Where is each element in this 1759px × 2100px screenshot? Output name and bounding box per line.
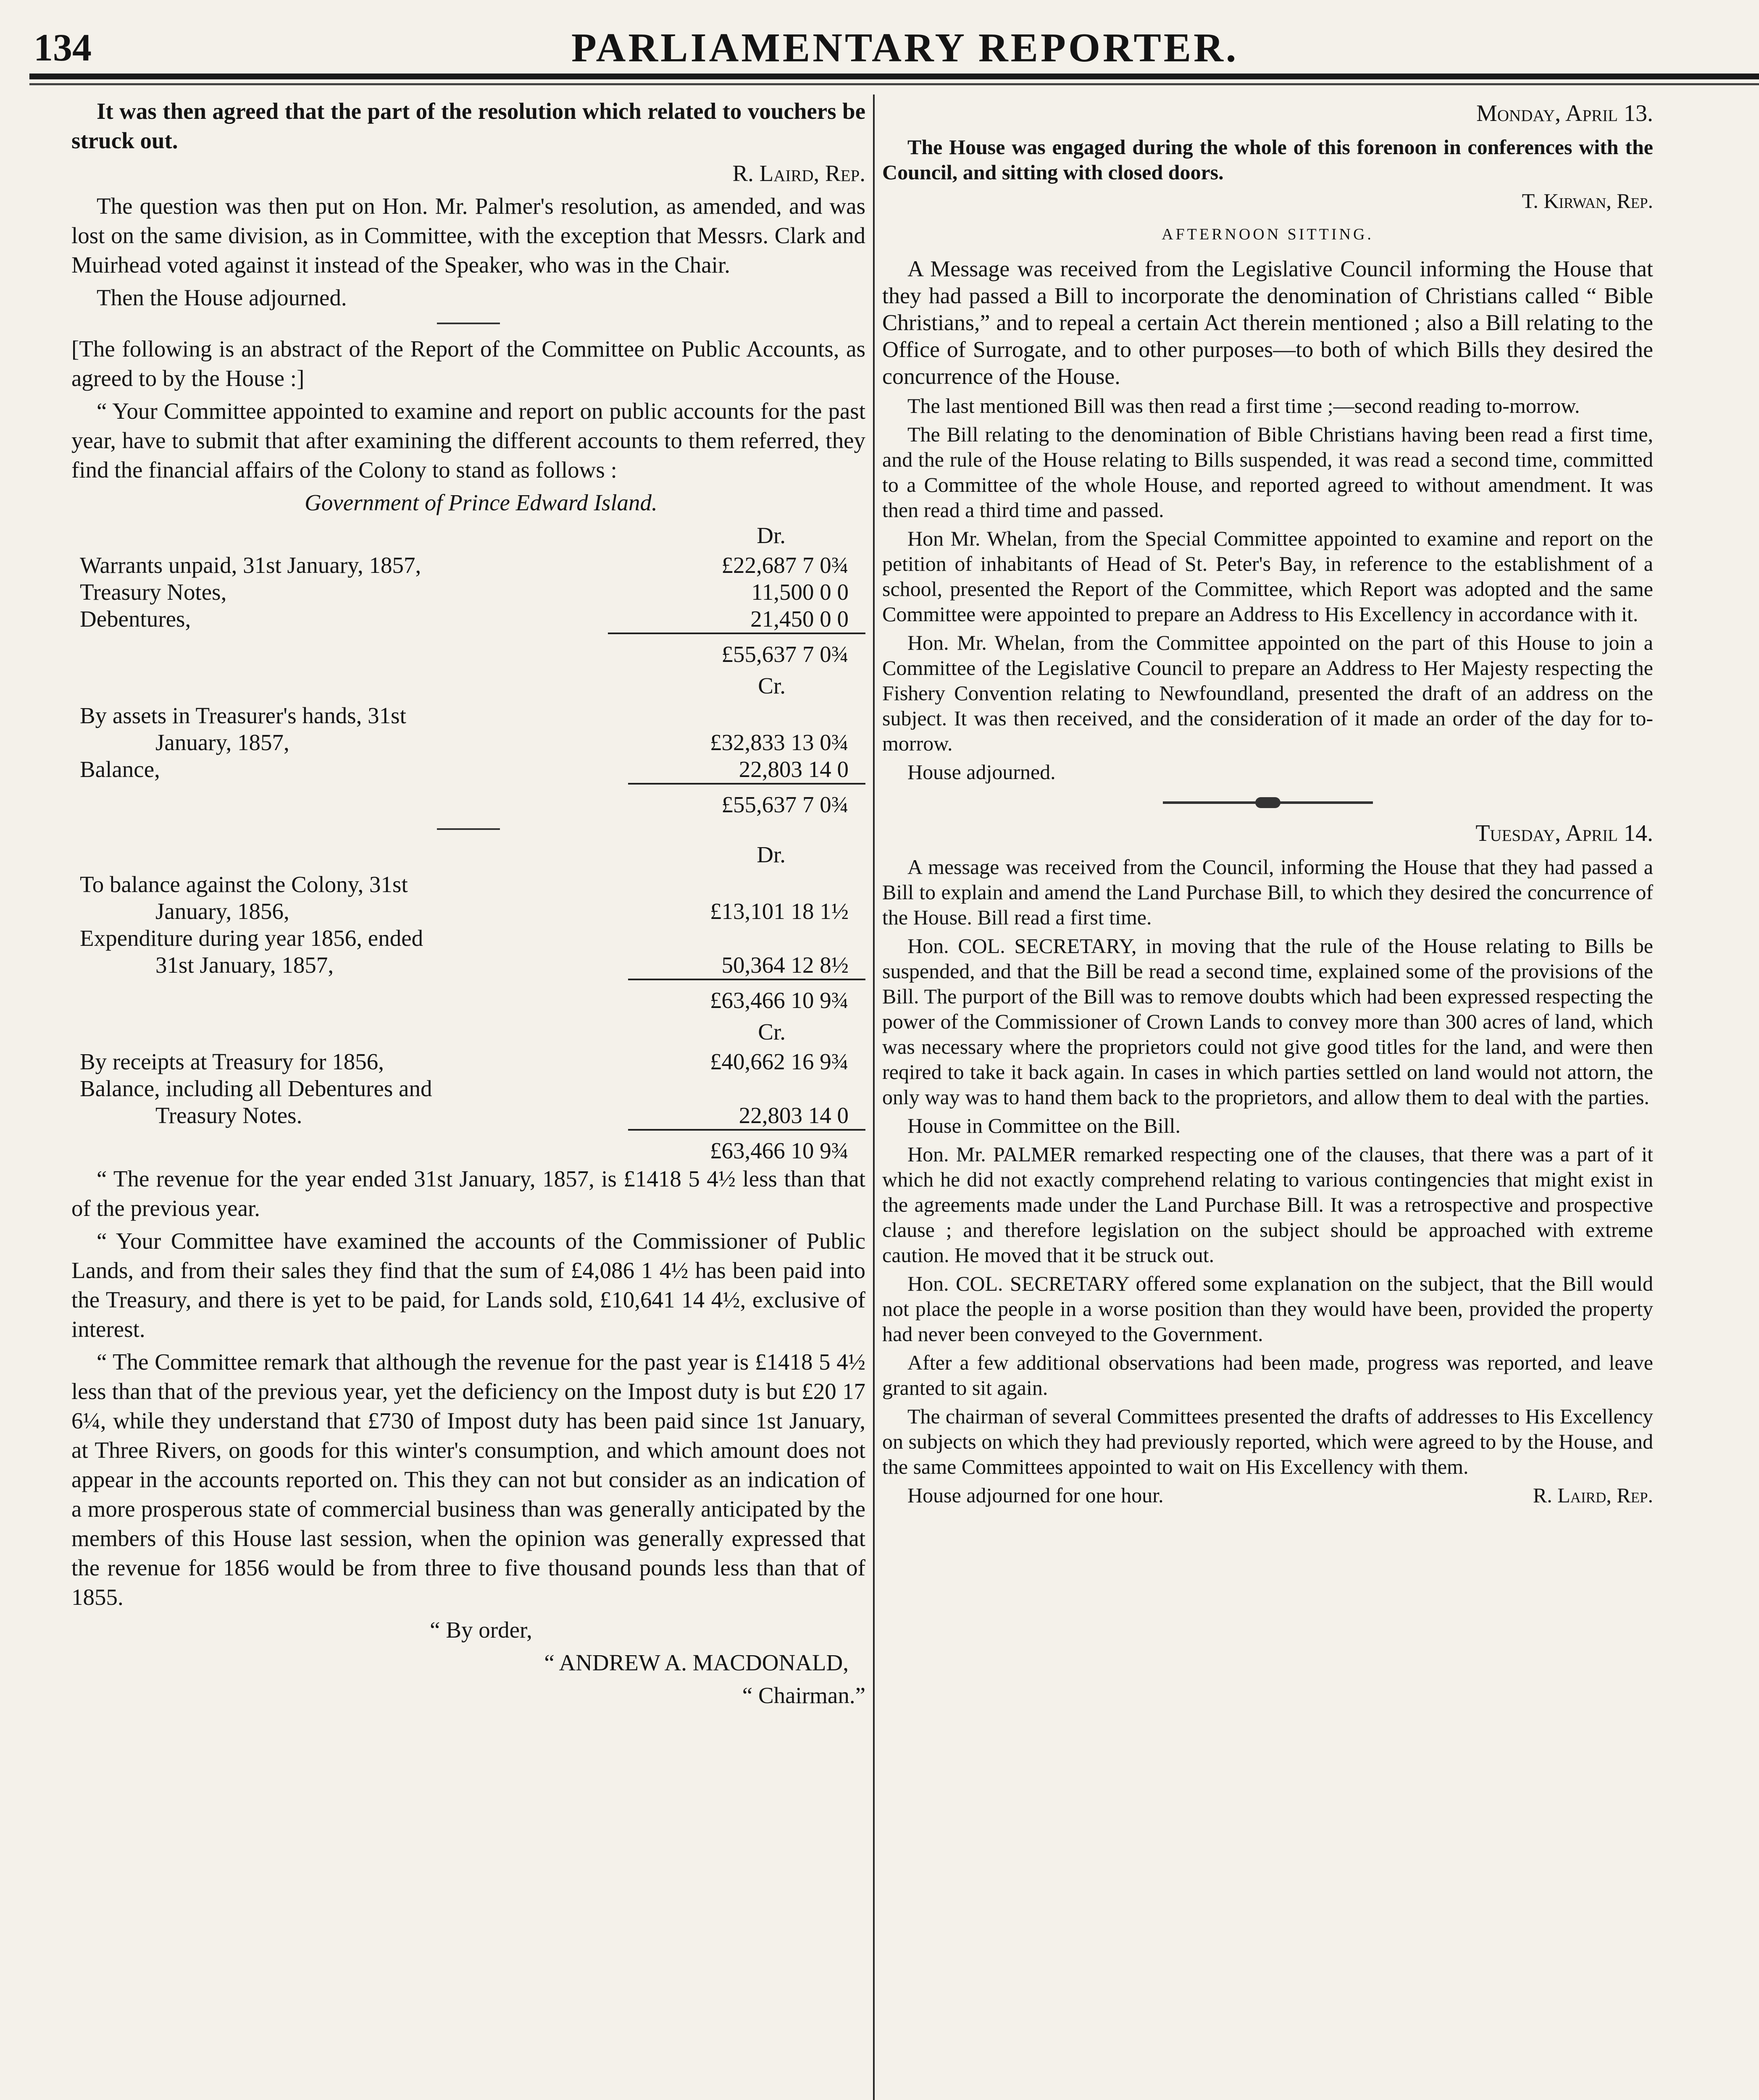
paragraph: “ The Committee remark that although the revenue for the past year is £1418 5 4½ less than that of the previous year, yet the deficiency on the Impost duty is but £20 17 6¼, while they understand that £730 of Impost duty has been paid since 1st January, at Three Rivers, on goods for this winter's consumption, and which amount does not appear in the accounts reported on. This they can not but consider as an indication of a more prosperous state of commercial business than was generally anticipated by the members of this House last session, when the opinion was generally expressed that the revenue for 1856 would be from three to five thousand pounds less than that of 1855. [71,1349,865,1610]
accounts-table [71,1048,865,1164]
closing-line [882,1483,1653,1508]
total-row [71,979,865,1014]
by-order: “ By order, [430,1617,532,1643]
row-description: Balance, including all Debentures and [80,1076,432,1101]
table-row [71,552,865,579]
table-row [71,898,865,925]
row-description: Debentures, [80,606,191,632]
row-amount: £22,687 7 0¾ [721,552,849,578]
table-row [71,871,865,898]
total-amount: £55,637 7 0¾ [628,784,866,818]
date-heading: Monday, April 13. [1476,100,1653,126]
table-row [71,925,865,952]
sitting-heading: AFTERNOON SITTING. [1162,226,1374,243]
accounts-table [71,552,865,668]
paragraph: House adjourned. [907,760,1056,784]
paragraph: The question was then put on Hon. Mr. Palmer's resolution, as amended, and was lost on the same division, as in Committee, with the exception that Messrs. Clark and Muirhead voted against it instead of the Speaker, who was in the Chair. [71,193,865,278]
paragraph: A Message was received from the Legislative Council informing the House that they had passed a Bill to incorporate the denomination of Christians called “ Bible Christians,” and to repeal a certain Act therein mentioned ; also a Bill relating to the Office of Surrogate, and to other purposes—to both of which Bills they desired the concurrence of the House. [882,256,1653,389]
total-amount: £55,637 7 0¾ [608,633,865,668]
row-amount: 22,803 14 0 [739,756,849,782]
row-amount: £13,101 18 1½ [710,898,849,924]
table-row [71,606,865,633]
paragraph: The chairman of several Committees presented the drafts of addresses to His Excellency on subjects on which they had previously reported, which were agreed to by the House, and the same Committees appointed to wait on His Excellency with them. [882,1404,1653,1478]
paragraph: Hon. COL. SECRETARY, in moving that the rule of the House relating to Bills be suspended, and that the Bill be read a second time, explained some of the provisions of the Bill. The purport of the Bill was to remove doubts which had been expressed respecting the power of the Commissioner of Crown Lands to convey more than 300 acres of land, which was necessary where the proprietors could not give good titles for the land, and were then reqired to take it back again. In cases in which parties settled on land would not attorn, the only way was to hand them back to the proprietors, and allow them to deal with the parties. [882,934,1653,1109]
accounts-table [71,702,865,818]
table-row [71,756,865,784]
paragraph: “ The revenue for the year ended 31st January, 1857, is £1418 5 4½ less than that of the previous year. [71,1166,865,1221]
row-amount [628,702,866,729]
paragraph: Hon. Mr. Whelan, from the Committee appointed on the part of this House to join a Committee of the Legislative Council to prepare an Address to Her Majesty respecting the Fishery Convention relating to Newfoundland, presented the draft of an address on the subject. It was then received, and the consideration of it made an order of the day for to-morrow. [882,631,1653,755]
row-amount: 50,364 12 8½ [721,952,849,978]
row-description: Treasury Notes. [155,1102,302,1128]
paragraph: The House was engaged during the whole of this forenoon in conferences with the Council, and sitting with closed doors. [882,135,1653,184]
total-amount: £63,466 10 9¾ [628,979,866,1014]
total-row [71,784,865,818]
row-description: To balance against the Colony, 31st [80,872,408,897]
signer-name: “ ANDREW A. MACDONALD, [544,1650,849,1675]
row-description: Treasury Notes, [80,579,227,605]
table-row [71,1102,865,1130]
paragraph: Hon. COL. SECRETARY offered some explanation on the subject, that the Bill would not place the people in a worse position than they would have been, provided the property had never been conveyed to the Government. [882,1272,1653,1346]
row-description: Balance, [80,756,160,782]
paragraph: House in Committee on the Bill. [907,1114,1181,1137]
row-amount: 21,450 0 0 [750,606,849,632]
table-row [71,952,865,979]
table-row [71,702,865,729]
total-row [71,1130,865,1164]
row-amount [628,1075,865,1102]
signer-title: “ Chairman.” [742,1683,865,1708]
header-rule-thin [29,83,1759,85]
table-row [71,729,865,756]
row-description: By receipts at Treasury for 1856, [80,1049,384,1074]
debit-label: Dr. [757,522,786,548]
paragraph: A message was received from the Council, informing the House that they had passed a Bill to explain and amend the Land Purchase Bill, to which they desired the concurrence of the House. Bill read a first time. [882,855,1653,929]
page-header [17,17,1743,80]
ornamental-rule [1163,801,1373,804]
paragraph: The Bill relating to the denomination of Bible Christians having been read a first time, and the rule of the House relating to Bills suspended, it was read a second time, committed to a Committee of the whole House, and reported agreed to without amendment. It was then read a third time and passed. [882,423,1653,522]
paragraph: The last mentioned Bill was then read a first time ;—second reading to-morrow. [907,394,1580,417]
table-row [71,1075,865,1102]
row-amount: £40,662 16 9¾ [710,1049,849,1074]
column-divider [873,94,875,2100]
reporter-signature: T. Kirwan, Rep. [1522,189,1653,213]
header-rule [29,74,1759,79]
paragraph: After a few additional observations had been made, progress was reported, and leave granted to sit again. [882,1351,1653,1399]
paragraph: “ Your Committee appointed to examine and report on public accounts for the past year, have to submit that after examining the different accounts to them referred, they find the financial affairs of the Colony to stand as follows : [71,398,865,483]
page-number: 134 [34,26,92,69]
total-amount: £63,466 10 9¾ [628,1130,865,1164]
credit-label: Cr. [758,1019,786,1045]
total-row [71,633,865,668]
debit-label: Dr. [757,842,786,867]
table-row [71,1048,865,1075]
paragraph: Then the House adjourned. [97,285,347,310]
row-amount: £32,833 13 0¾ [710,730,849,755]
section-rule [437,828,500,830]
row-description: Expenditure during year 1856, ended [80,925,423,951]
paragraph: House adjourned for one hour. [907,1483,1164,1507]
left-column [71,97,865,2100]
row-amount [628,871,866,898]
row-description: 31st January, 1857, [155,952,334,978]
row-amount: 11,500 0 0 [751,579,849,605]
paragraph: Hon Mr. Whelan, from the Special Committee appointed to examine and report on the petition of inhabitants of Head of St. Peter's Bay, in reference to the establishment of a school, presented the Report of the Committee, which Report was adopted and the same Committee were appointed to prepare an Address to His Excellency in accordance with it. [882,527,1653,626]
accounts-table [71,871,865,1014]
paragraph: “ Your Committee have examined the accounts of the Commissioner of Public Lands, and from their sales they find that the sum of £4,086 1 4½ has been paid into the Treasury, and there is yet to be paid, for Lands sold, £10,641 14 4½, exclusive of interest. [71,1228,865,1342]
row-description: January, 1857, [155,730,289,755]
credit-label: Cr. [758,673,786,698]
row-description: By assets in Treasurer's hands, 31st [80,703,406,728]
running-title: PARLIAMENTARY REPORTER. [571,25,1239,71]
date-heading: Tuesday, April 14. [1475,820,1653,846]
row-description: Warrants unpaid, 31st January, 1857, [80,552,421,578]
row-amount: 22,803 14 0 [739,1102,849,1128]
paragraph: It was then agreed that the part of the resolution which related to vouchers be struck out. [71,98,865,153]
account-heading: Government of Prince Edward Island. [305,490,657,515]
row-description: January, 1856, [155,898,289,924]
paragraph: Hon. Mr. PALMER remarked respecting one of the clauses, that there was a part of it which he did not exactly comprehend relating to various contingencies that might exist in the agreements made under the Land Purchase Bill. It was a retrospective and prospective clause ; and therefore legislation on the subject should be approached with extreme caution. He moved that it be struck out. [882,1142,1653,1267]
row-amount [628,925,866,952]
table-row [71,579,865,606]
reporter-signature: R. Laird, Rep. [732,160,865,186]
right-column [882,97,1653,2100]
reporter-signature: R. Laird, Rep. [1533,1483,1653,1507]
paragraph: [The following is an abstract of the Report of the Committee on Public Accounts, as agreed to by the House :] [71,336,865,391]
section-rule [437,323,500,324]
